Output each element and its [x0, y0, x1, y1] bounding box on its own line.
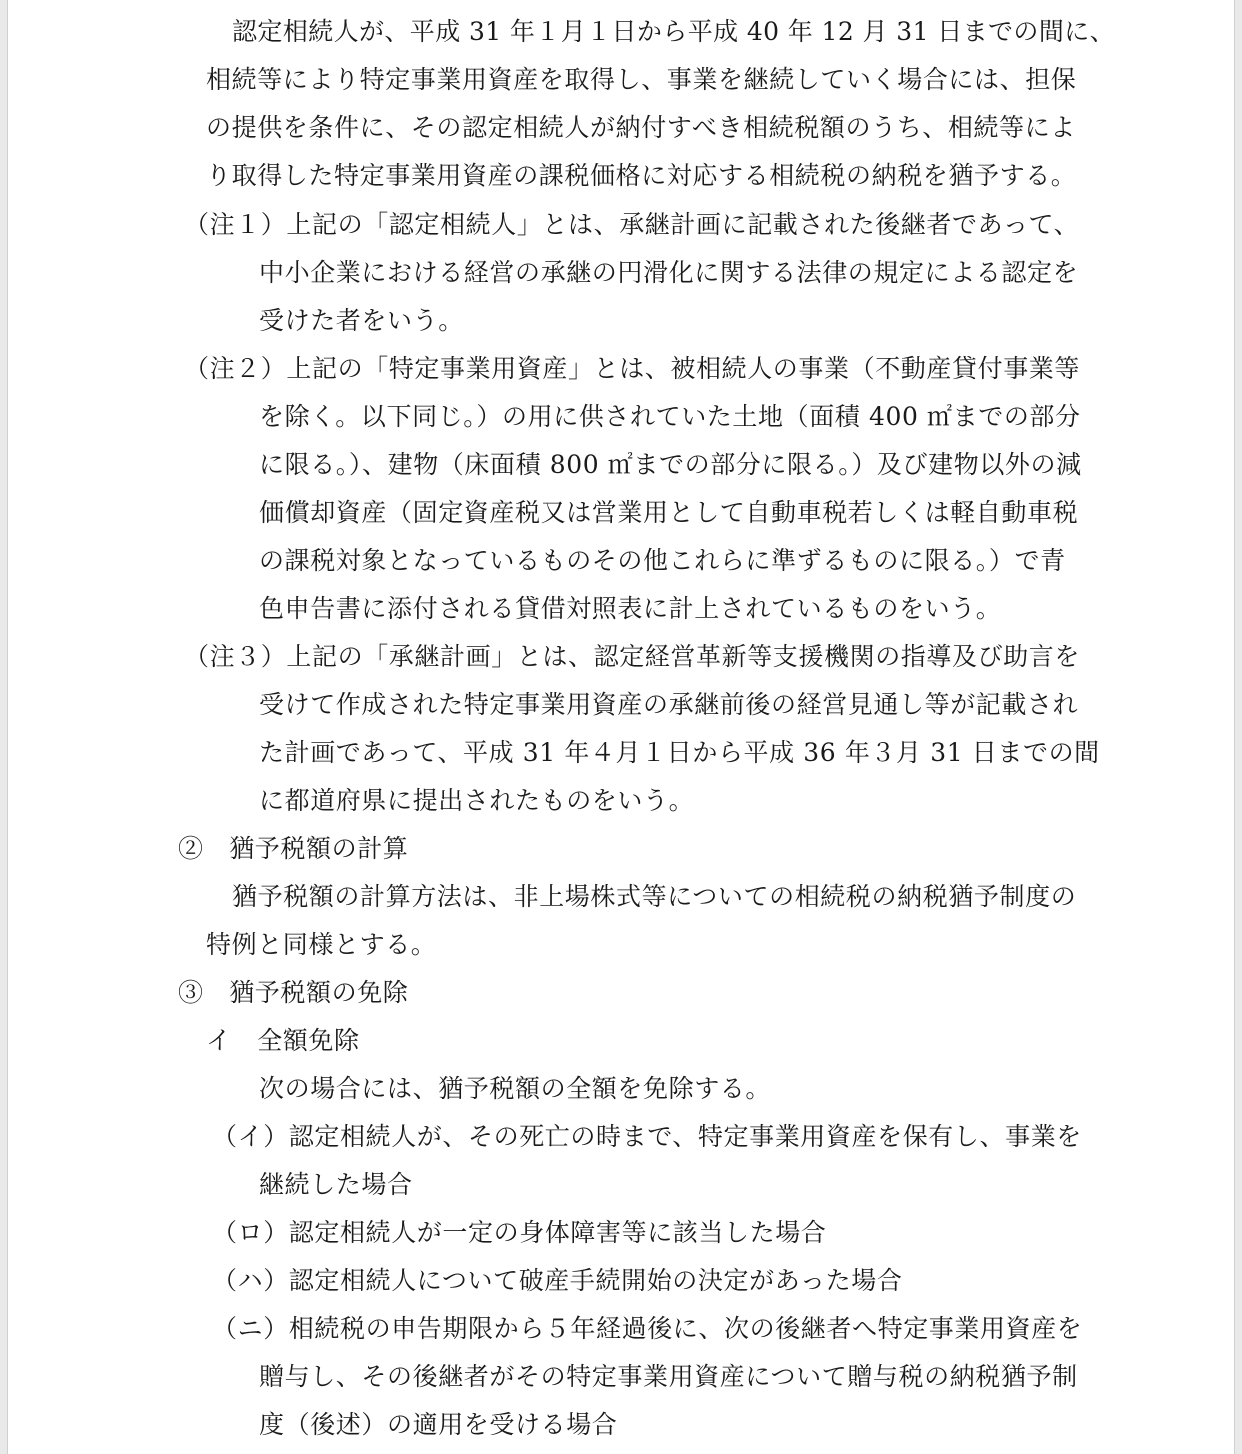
- item-i-line-2: 継続した場合: [259, 1170, 413, 1199]
- main-paragraph-line-2: 相続等により特定事業用資産を取得し、事業を継続していく場合には、担保: [206, 65, 1077, 94]
- main-paragraph-line-3: の提供を条件に、その認定相続人が納付すべき相続税額のうち、相続等によ: [206, 113, 1076, 142]
- note1-line-2: 中小企業における経営の承継の円滑化に関する法律の規定による認定を: [259, 258, 1079, 287]
- item-ni-line-1: （ニ）相続税の申告期限から５年経過後に、次の後継者へ特定事業用資産を: [212, 1314, 1083, 1343]
- section3-heading: ③ 猶予税額の免除: [178, 978, 409, 1007]
- note2-line-2: を除く。以下同じ。）の用に供されていた土地（面積 400 ㎡までの部分: [259, 402, 1081, 431]
- item-ro: （ロ）認定相続人が一定の身体障害等に該当した場合: [212, 1218, 827, 1247]
- note1-line-1: （注１）上記の「認定相続人」とは、承継計画に記載された後継者であって、: [184, 210, 1080, 239]
- note3-line-2: 受けて作成された特定事業用資産の承継前後の経営見通し等が記載され: [259, 690, 1079, 719]
- section3-sub-i-heading: イ 全額免除: [206, 1026, 360, 1055]
- main-paragraph-line-4: り取得した特定事業用資産の課税価格に対応する相続税の納税を猶予する。: [206, 161, 1077, 190]
- section2-body-line-2: 特例と同様とする。: [206, 930, 437, 959]
- note2-line-1: （注２）上記の「特定事業用資産」とは、被相続人の事業（不動産貸付事業等: [184, 354, 1081, 383]
- note2-line-6: 色申告書に添付される貸借対照表に計上されているものをいう。: [259, 594, 1002, 623]
- item-ni-line-3: 度（後述）の適用を受ける場合: [259, 1410, 618, 1439]
- section3-sub-i-intro: 次の場合には、猶予税額の全額を免除する。: [259, 1074, 772, 1103]
- note1-line-3: 受けた者をいう。: [259, 306, 464, 335]
- note2-line-4: 価償却資産（固定資産税又は営業用として自動車税若しくは軽自動車税: [259, 498, 1079, 527]
- item-i-line-1: （イ）認定相続人が、その死亡の時まで、特定事業用資産を保有し、事業を: [212, 1122, 1082, 1151]
- note3-line-1: （注３）上記の「承継計画」とは、認定経営革新等支援機関の指導及び助言を: [184, 642, 1081, 671]
- note2-line-3: に限る。）、建物（床面積 800 ㎡までの部分に限る。）及び建物以外の減: [259, 450, 1082, 479]
- note3-line-3: た計画であって、平成 31 年４月１日から平成 36 年３月 31 日までの間: [259, 738, 1100, 767]
- section2-body-line-1: 猶予税額の計算方法は、非上場株式等についての相続税の納税猶予制度の: [232, 882, 1077, 911]
- section2-heading: ② 猶予税額の計算: [178, 834, 409, 863]
- item-ha: （ハ）認定相続人について破産手続開始の決定があった場合: [212, 1266, 903, 1295]
- main-paragraph-line-1: 認定相続人が、平成 31 年１月１日から平成 40 年 12 月 31 日までの間に、: [232, 17, 1116, 46]
- note2-line-5: の課税対象となっているものその他これらに準ずるものに限る。）で青: [259, 546, 1066, 575]
- note3-line-4: に都道府県に提出されたものをいう。: [259, 786, 695, 815]
- item-ni-line-2: 贈与し、その後継者がその特定事業用資産について贈与税の納税猶予制: [259, 1362, 1078, 1391]
